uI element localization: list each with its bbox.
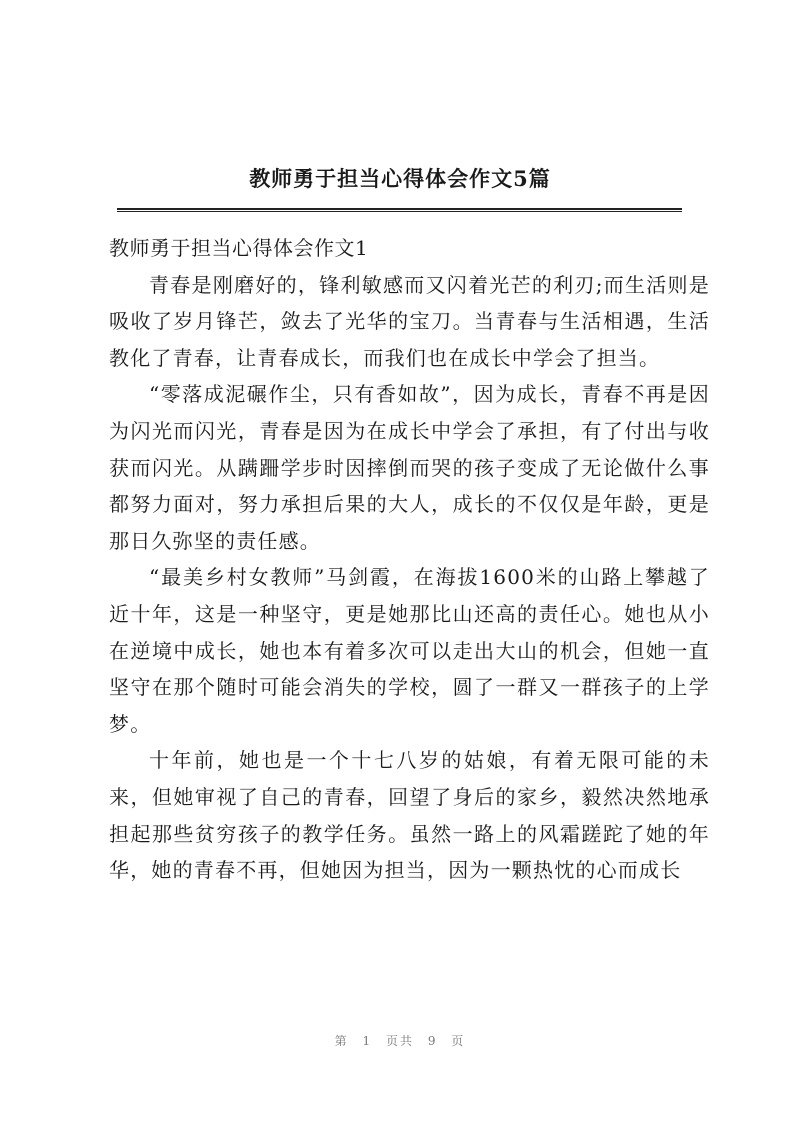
- document-body: [109, 230, 710, 889]
- paragraph-3: “最美乡村女教师”马剑霞，在海拔1600米的山路上攀越了近十年，这是一种坚守，更是她那比山还高的责任心。她也从小在逆境中成长，她也本有着多次可以走出大山的机会，但她一直坚守在那个随时可能会消失的学校，圆了一群又一群孩子的上学梦。: [109, 565, 710, 736]
- page-footer: [0, 1032, 800, 1049]
- footer-middle: 页共: [385, 1034, 414, 1048]
- title-divider: [117, 208, 682, 212]
- paragraph-2: “零落成泥碾作尘，只有香如故”，因为成长，青春不再是因为闪光而闪光，青春是因为在成长中学会了承担，有了付出与收获而闪光。从蹒跚学步时因摔倒而哭的孩子变成了无论做什么事都努力面对，努力承担后果的大人，成长的不仅仅是年龄，更是那日久弥坚的责任感。: [109, 382, 710, 553]
- document-title: 教师勇于担当心得体会作文5篇: [249, 166, 551, 191]
- footer-current-page: 1: [362, 1034, 373, 1048]
- paragraph-1: 青春是刚磨好的，锋利敏感而又闪着光芒的利刃;而生活则是吸收了岁月锋芒，敛去了光华的宝刀。当青春与生活相遇，生活教化了青春，让青春成长，而我们也在成长中学会了担当。: [109, 272, 710, 370]
- paragraph-4: 十年前，她也是一个十七八岁的姑娘，有着无限可能的未来，但她审视了自己的青春，回望了身后的家乡，毅然决然地承担起那些贫穷孩子的教学任务。虽然一路上的风霜蹉跎了她的年华，她的青春不再，但她因为担当，因为一颗热忱的心而成长: [109, 748, 710, 883]
- section-heading: 教师勇于担当心得体会作文1: [109, 236, 369, 260]
- footer-suffix: 页: [451, 1034, 466, 1048]
- footer-prefix: 第: [334, 1034, 349, 1048]
- footer-total-pages: 9: [427, 1034, 438, 1048]
